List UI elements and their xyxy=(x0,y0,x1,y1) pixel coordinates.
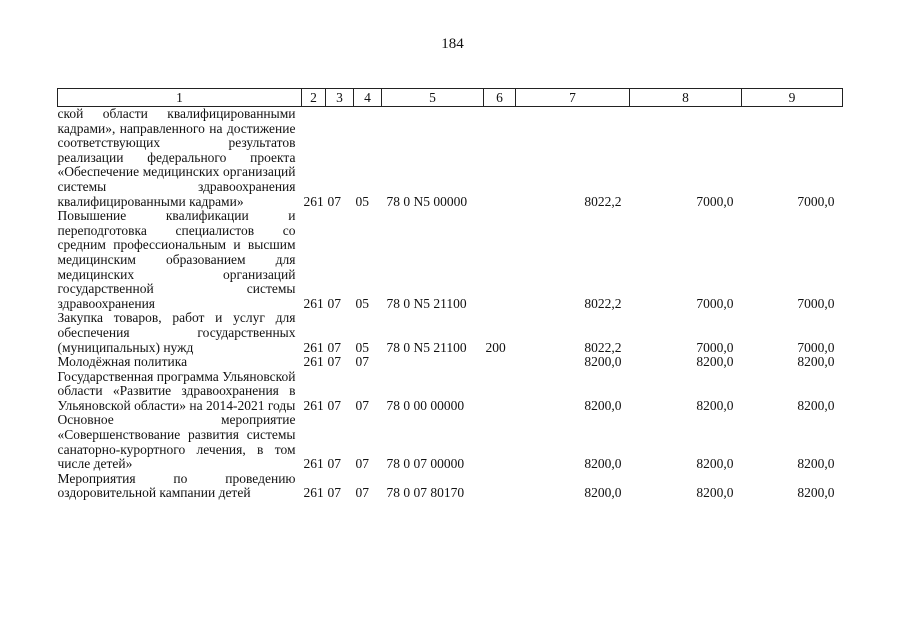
row-amount-col8: 8200,0 xyxy=(696,456,734,472)
row-amount-col8: 8200,0 xyxy=(696,354,734,370)
row-code-section: 07 xyxy=(327,193,341,209)
row-code-subsection: 07 xyxy=(355,354,369,370)
col-header-1: 1 xyxy=(58,89,302,107)
row-amount-col7: 8200,0 xyxy=(584,456,622,472)
row-code-target: 78 0 N5 00000 xyxy=(386,193,468,209)
col-header-3: 3 xyxy=(326,89,354,107)
row-code-ministry: 261 xyxy=(303,354,324,370)
row-amount-col9: 7000,0 xyxy=(797,339,835,355)
row-code-ministry: 261 xyxy=(303,456,324,472)
row-code-target: 78 0 N5 21100 xyxy=(386,295,467,311)
table-row xyxy=(58,311,843,355)
row-code-section: 07 xyxy=(327,397,341,413)
row-code-subsection: 07 xyxy=(355,456,369,472)
row-code-target: 78 0 N5 21100 xyxy=(386,339,467,355)
row-amount-col9: 7000,0 xyxy=(797,193,835,209)
row-description: ской области квалифицированными кадрами», направленного на достижение соответствующих результатов реализации федерального проекта «Обеспечение медицинских организаций системы здравоохранения квалифицированными кадрами» xyxy=(57,106,296,209)
row-code-expense-type xyxy=(484,355,516,370)
row-description: Основное мероприятие «Совершенствование развития системы санаторно-курортного лечения, в том числе детей» xyxy=(57,412,296,472)
table-row xyxy=(58,370,843,414)
row-amount-col8: 7000,0 xyxy=(696,295,734,311)
row-amount-col7: 8022,2 xyxy=(584,295,622,311)
row-amount-col7: 8022,2 xyxy=(584,193,622,209)
row-amount-col9: 8200,0 xyxy=(797,456,835,472)
row-description: Молодёжная политика xyxy=(57,354,188,370)
table-row xyxy=(58,209,843,311)
row-amount-col8: 7000,0 xyxy=(696,193,734,209)
row-code-target xyxy=(382,355,484,370)
row-amount-col7: 8200,0 xyxy=(584,354,622,370)
row-code-subsection: 05 xyxy=(355,193,369,209)
row-code-subsection: 07 xyxy=(355,485,369,501)
row-description: Повышение квалификации и переподготовка специалистов со средним профессиональным и высшим медицинским образованием для медицинских организаций государственной системы здравоохранения xyxy=(57,208,296,311)
row-amount-col7: 8200,0 xyxy=(584,485,622,501)
row-code-target: 78 0 07 00000 xyxy=(386,456,465,472)
row-code-ministry: 261 xyxy=(303,295,324,311)
row-description: Государственная программа Ульяновской области «Развитие здравоохранения в Ульяновской области» на 2014-2021 годы xyxy=(57,368,296,413)
row-amount-col7: 8200,0 xyxy=(584,397,622,413)
row-code-target: 78 0 07 80170 xyxy=(386,485,465,501)
row-code-ministry: 261 xyxy=(303,339,324,355)
row-code-section: 07 xyxy=(327,354,341,370)
page-number: 184 xyxy=(441,36,464,52)
row-code-expense-type xyxy=(484,209,516,311)
table-row xyxy=(58,472,843,501)
row-code-expense-type xyxy=(484,370,516,414)
row-code-expense-type xyxy=(484,107,516,210)
table-row xyxy=(58,355,843,370)
row-amount-col9: 7000,0 xyxy=(797,295,835,311)
col-header-2: 2 xyxy=(302,89,326,107)
col-header-7: 7 xyxy=(516,89,630,107)
row-code-expense-type xyxy=(484,413,516,471)
row-amount-col8: 8200,0 xyxy=(696,485,734,501)
row-amount-col9: 8200,0 xyxy=(797,354,835,370)
table-row xyxy=(58,107,843,210)
row-code-section: 07 xyxy=(327,339,341,355)
row-code-subsection: 05 xyxy=(355,295,369,311)
row-code-section: 07 xyxy=(327,456,341,472)
col-header-5: 5 xyxy=(382,89,484,107)
row-description: Мероприятия по проведению оздоровительной кампании детей xyxy=(57,470,296,501)
col-header-6: 6 xyxy=(484,89,516,107)
row-amount-col8: 7000,0 xyxy=(696,339,734,355)
table-row xyxy=(58,413,843,471)
row-amount-col9: 8200,0 xyxy=(797,397,835,413)
row-code-expense-type xyxy=(484,472,516,501)
col-header-8: 8 xyxy=(630,89,742,107)
row-code-target: 78 0 00 00000 xyxy=(386,397,465,413)
budget-table xyxy=(57,88,843,501)
row-code-ministry: 261 xyxy=(303,193,324,209)
row-code-expense-type: 200 xyxy=(485,339,506,355)
col-header-9: 9 xyxy=(742,89,843,107)
header-row xyxy=(58,89,843,107)
row-code-section: 07 xyxy=(327,295,341,311)
row-code-section: 07 xyxy=(327,485,341,501)
row-amount-col7: 8022,2 xyxy=(584,339,622,355)
col-header-4: 4 xyxy=(354,89,382,107)
row-code-ministry: 261 xyxy=(303,485,324,501)
row-code-subsection: 05 xyxy=(355,339,369,355)
row-amount-col8: 8200,0 xyxy=(696,397,734,413)
row-code-ministry: 261 xyxy=(303,397,324,413)
row-code-subsection: 07 xyxy=(355,397,369,413)
row-description: Закупка товаров, работ и услуг для обеспечения государственных (муниципальных) нужд xyxy=(57,310,296,355)
budget-table-container xyxy=(57,88,842,501)
row-amount-col9: 8200,0 xyxy=(797,485,835,501)
